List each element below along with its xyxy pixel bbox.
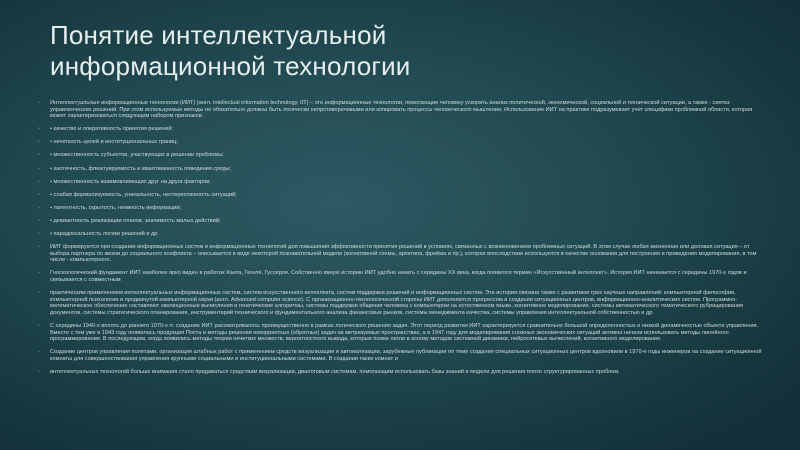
body-paragraph <box>38 349 762 362</box>
slide-title-line-2: информационной технологии <box>50 51 411 81</box>
bullet-icon: ▫ <box>38 178 40 185</box>
paragraph-text: ИИТ формируются при создании информационных систем и информационных технологий для повышения эффективности принятия решений в условиях, связанных с возникновением проблемных ситуаций. В этом случае любая жизненная или деловая ситуация – от выбора партнера по жизни до социального конфликта – описывается в виде некоторой познавательной модели (когнитивной схемы, архетипа, фрейма и пр.), которая впоследствии используется в качестве основания для построения и проведения моделирования, в том числе - компьютерного. <box>50 244 757 264</box>
bullet-icon: ▫ <box>38 322 40 329</box>
body-paragraph <box>38 205 762 212</box>
body-paragraph <box>38 244 762 264</box>
paragraph-text: • качество и оперативность принятия решений; <box>50 126 174 133</box>
body-paragraph <box>38 100 762 120</box>
body-paragraph <box>38 290 762 316</box>
paragraph-text: • латентность, скрытость, неявность информации; <box>50 204 182 211</box>
bullet-icon: ▫ <box>38 368 40 375</box>
paragraph-text: • нечеткость целей и институциональных границ; <box>50 139 178 146</box>
paragraph-text: практическим применением интеллектуальных информационных систем, систем искусственного интеллекта, систем поддержки решений и информационных систем. Эта история связана также с развитием трех научных направлений: компьютерной философии, компьютерной психологии и продвинутой компьютерной науки (англ. Advanced computer science). С организационно-технологической стороны ИИТ дополняются прогрессом в создании ситуационных центров, информационно-аналитических систем. Программно-математическое обеспечение составляют эволюционные вычисления и генетические алгоритмы, системы поддержки общения человека с компьютером на естественном языке, когнитивное моделирование, системы автоматического тематического рубрицирования документов, системы стратегического планирования, инструментарий технического и фундаментального анализа финансовых рынков, системы менеджмента качества, системы управления интеллектуальной собственностью и др. <box>50 290 744 316</box>
body-paragraph <box>38 126 762 133</box>
paragraph-text: Создание центров управления полетами, организация штабных работ с применением средств визуализации и автоматизации, зарубежные публикации по теме создания специальных ситуационных центров вдохновили в 1970-е годы инженеров на создание ситуационной комнаты для совершенствования управления крупными социальными и институциональными системами. В создании таких комнат и <box>50 349 762 362</box>
bullet-icon: ▫ <box>38 152 40 159</box>
paragraph-text: Гносеологический фундамент ИИТ наиболее ярко виден в работах Канта, Гегеля, Гуссерля. Собственно явную историю ИИТ удобно начать с середины XX века, когда появился термин «Искусственный интеллект». История ИИТ начинается с середины 1970-х годов и связывается с совместным <box>50 270 747 283</box>
body-paragraph <box>38 139 762 146</box>
paragraph-text: • девиантность реализации планов, значимость малых действий; <box>50 217 221 224</box>
bullet-icon: ▫ <box>38 270 40 277</box>
bullet-icon: ▫ <box>38 165 40 172</box>
slide-title-line-1: Понятие интеллектуальной <box>50 20 387 50</box>
bullet-icon: ▫ <box>38 139 40 146</box>
slide-body <box>38 100 762 445</box>
slide-title <box>50 20 670 82</box>
body-paragraph <box>38 323 762 343</box>
bullet-icon: ▫ <box>38 349 40 356</box>
paragraph-text: • множественность взаимовлияющих друг на друга факторов; <box>50 178 211 185</box>
body-paragraph <box>38 231 762 238</box>
body-paragraph <box>38 179 762 186</box>
bullet-icon: ▫ <box>38 231 40 238</box>
bullet-icon: ▫ <box>38 217 40 224</box>
paragraph-text: • слабая формализуемость, уникальность, нестереотипность ситуаций; <box>50 191 237 198</box>
paragraph-text: • множественность субъектов, участвующих в решении проблемы; <box>50 152 224 159</box>
paragraph-text: • хаотичность, флюктуируемость и квантованность поведения среды; <box>50 165 232 172</box>
body-paragraph <box>38 152 762 159</box>
paragraph-text: интеллектуальных технологий больше внимания стало придаваться средствам визуализации, диалоговым системам, помогающим использовать базы знаний и модели для решения плохо структурированных проблем. <box>50 368 620 375</box>
body-paragraph <box>38 369 762 376</box>
body-paragraph <box>38 270 762 283</box>
paragraph-text: • парадоксальность логики решений и др. <box>50 231 159 238</box>
body-paragraph <box>38 192 762 199</box>
bullet-icon: ▫ <box>38 100 40 106</box>
paragraph-text: С середины 1940-х вплоть до раннего 1970-х гг. создание ИИТ рассматривалось преимущественно в рамках логического решения задач. Этот период развития ИИТ характеризуется сравнительно большой определенностью и низкой динамичностью объекта управления. Вместе с тем уже в 1943 году появилась продукция Поста и методы решения некорректных (обратных) задач на метризуемых пространствах, а в 1947 году для моделирования сложных экономических ситуаций активно начали использовать методы линейного программирования. В последующем, когда появились методы теории нечетких множеств, вероятностного вывода, которые позже легли в основу методов системной динамики, нейросетевых вычислений, когнитивного моделирования. <box>50 322 759 343</box>
body-paragraph <box>38 218 762 225</box>
bullet-icon: ▫ <box>38 244 40 251</box>
bullet-icon: ▫ <box>38 290 40 297</box>
paragraph-text: Интеллектуальные информационные технологии (ИИТ) (англ. intellectual information technology, IIT) – это информационные технологии, помогающие человеку ускорить анализ политической, экономической, социальной и технической ситуации, а также - синтез управленческих решений. При этом используемые методы не обязательно должны быть логически непротиворечивыми или копировать процессы человеческого мышления. Использование ИИТ на практике подразумевает учет специфики проблемной области, которая может характеризоваться следующим набором признаков: <box>50 100 753 120</box>
bullet-icon: ▫ <box>38 204 40 211</box>
bullet-icon: ▫ <box>38 126 40 133</box>
bullet-icon: ▫ <box>38 191 40 198</box>
body-paragraph <box>38 166 762 173</box>
